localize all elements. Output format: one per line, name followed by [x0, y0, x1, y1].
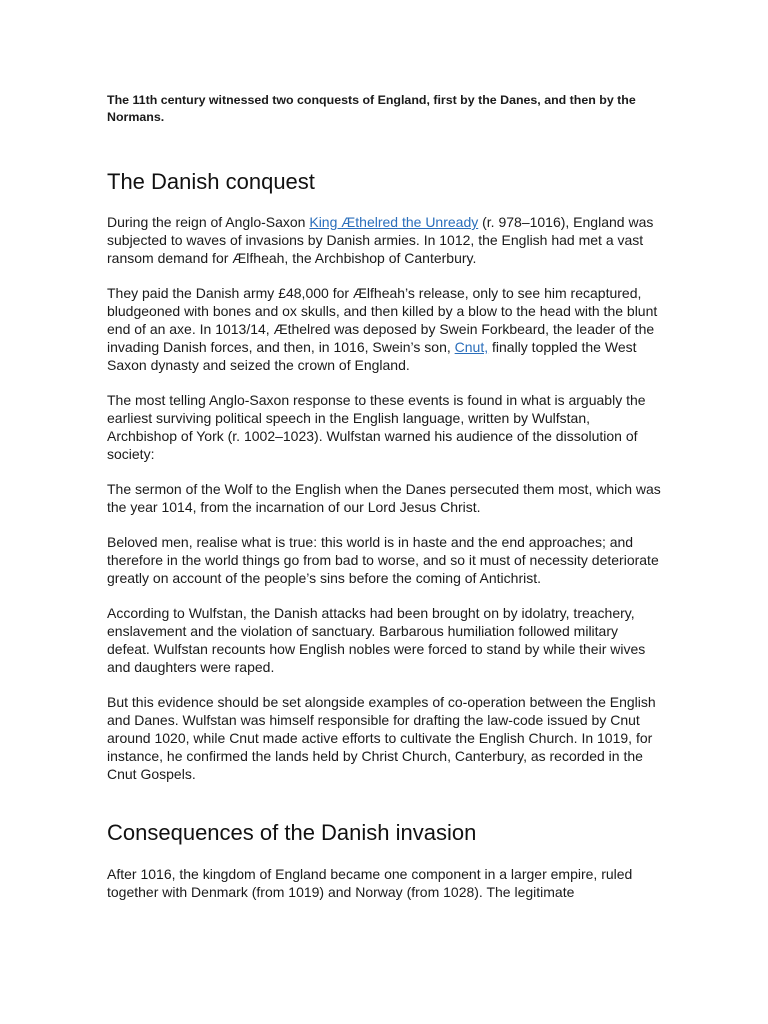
paragraph [107, 284, 663, 374]
paragraph-sermon-title: The sermon of the Wolf to the English when the Danes persecuted them most, which was the year 1014, from the incarnation of our Lord Jesus Christ. [107, 481, 661, 515]
paragraph: After 1016, the kingdom of England became one component in a larger empire, ruled together with Denmark (from 1019) and Norway (from 1028). The legitimate [107, 866, 633, 900]
link-cnut[interactable]: Cnut, [454, 339, 489, 355]
paragraph-sermon-quote: Beloved men, realise what is true: this world is in haste and the end approaches; and therefore in the world things go from bad to worse, and so it must of necessity deteriorate greatly on account of the people’s sins before the coming of Antichrist. [107, 534, 659, 586]
paragraph-text: They paid the Danish army £48,000 for Ælfheah’s release, only to see him recaptured, bludgeoned with bones and ox skulls, and then killed by a blow to the head with the blunt end of an axe. In 1013/14, Æthelred was deposed by Swein Forkbeard, the leader of the invading Danish forces, and then, in 1016, Swein’s son, [107, 285, 658, 355]
link-king-aethelred[interactable]: King Æthelred the Unready [309, 214, 479, 230]
article [107, 92, 663, 901]
paragraph-text: (r. 978–1016), England was subjected to waves of invasions by Danish armies. In 1012, the English had met a vast ransom demand for Ælfheah, the Archbishop of Canterbury. [107, 214, 654, 266]
paragraph: But this evidence should be set alongside examples of co-operation between the English and Danes. Wulfstan was himself responsible for drafting the law-code issued by Cnut around 1020, while Cnut made active efforts to cultivate the English Church. In 1019, for instance, he confirmed the lands held by Christ Church, Canterbury, as recorded in the Cnut Gospels. [107, 694, 656, 782]
paragraph: According to Wulfstan, the Danish attacks had been brought on by idolatry, treachery, enslavement and the violation of sanctuary. Barbarous humiliation followed military defeat. Wulfstan recounts how English nobles were forced to stand by while their wives and daughters were raped. [107, 605, 646, 675]
paragraph [107, 213, 663, 267]
paragraph-text: During the reign of Anglo-Saxon [107, 214, 310, 230]
paragraph: The most telling Anglo-Saxon response to these events is found in what is arguably the earliest surviving political speech in the English language, written by Wulfstan, Archbishop of York (r. 1002–1023). Wulfstan warned his audience of the dissolution of society: [107, 392, 646, 462]
intro-text: The 11th century witnessed two conquests of England, first by the Danes, and then by the Normans. [107, 93, 636, 124]
heading-danish-conquest: The Danish conquest [107, 169, 315, 194]
heading-consequences: Consequences of the Danish invasion [107, 820, 477, 845]
paragraph-text: finally toppled the West Saxon dynasty and seized the crown of England. [107, 339, 637, 373]
